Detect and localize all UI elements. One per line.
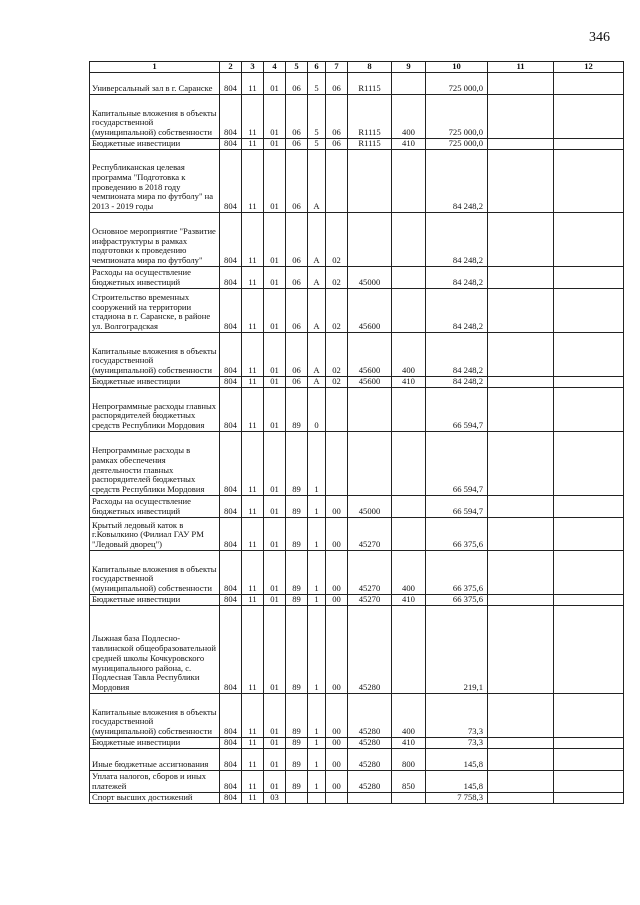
col-11-cell bbox=[488, 594, 554, 605]
col-5-cell: 06 bbox=[286, 94, 308, 138]
col-6-cell: A bbox=[308, 376, 326, 387]
col-7-cell bbox=[326, 792, 348, 803]
col-7-cell: 06 bbox=[326, 138, 348, 149]
col-2-cell: 804 bbox=[220, 288, 242, 332]
row-name-cell: Лыжная база Подлесно-тавлинской общеобразовательной средней школы Кочкуровского муниципального района, с. Подлесная Тавла Республики Мордовия bbox=[90, 605, 220, 693]
row-name-cell: Бюджетные инвестиции bbox=[90, 376, 220, 387]
col-2-cell: 804 bbox=[220, 431, 242, 495]
col-4-cell: 01 bbox=[264, 431, 286, 495]
table-row bbox=[90, 550, 624, 594]
col-11-cell bbox=[488, 737, 554, 748]
col-3-cell: 11 bbox=[242, 693, 264, 737]
col-12-cell bbox=[554, 517, 624, 550]
col-4-cell: 01 bbox=[264, 594, 286, 605]
col-12-cell bbox=[554, 594, 624, 605]
col-4-cell: 01 bbox=[264, 212, 286, 266]
col-7-cell bbox=[326, 431, 348, 495]
col-12-cell bbox=[554, 94, 624, 138]
col-11-cell bbox=[488, 605, 554, 693]
row-name-cell: Расходы на осуществление бюджетных инвестиций bbox=[90, 266, 220, 288]
col-6-cell: 1 bbox=[308, 550, 326, 594]
header-cell: 5 bbox=[286, 62, 308, 73]
col-12-cell bbox=[554, 605, 624, 693]
col-2-cell: 804 bbox=[220, 495, 242, 517]
col-11-cell bbox=[488, 94, 554, 138]
col-9-cell bbox=[392, 288, 426, 332]
col-4-cell: 01 bbox=[264, 266, 286, 288]
col-5-cell: 89 bbox=[286, 550, 308, 594]
table-row bbox=[90, 792, 624, 803]
row-name-cell: Капитальные вложения в объекты государственной (муниципальной) собственности bbox=[90, 550, 220, 594]
col-3-cell: 11 bbox=[242, 792, 264, 803]
col-6-cell bbox=[308, 792, 326, 803]
col-5-cell: 89 bbox=[286, 495, 308, 517]
col-5-cell: 89 bbox=[286, 594, 308, 605]
col-9-cell bbox=[392, 495, 426, 517]
col-6-cell: A bbox=[308, 212, 326, 266]
col-8-cell: 45000 bbox=[348, 495, 392, 517]
col-4-cell: 01 bbox=[264, 94, 286, 138]
col-9-cell: 800 bbox=[392, 748, 426, 770]
col-3-cell: 11 bbox=[242, 737, 264, 748]
col-4-cell: 01 bbox=[264, 693, 286, 737]
col-8-cell bbox=[348, 212, 392, 266]
col-11-cell bbox=[488, 138, 554, 149]
col-3-cell: 11 bbox=[242, 770, 264, 792]
amount-cell: 66 594,7 bbox=[426, 431, 488, 495]
col-5-cell: 06 bbox=[286, 212, 308, 266]
col-4-cell: 01 bbox=[264, 748, 286, 770]
col-6-cell: 1 bbox=[308, 737, 326, 748]
row-name-cell: Бюджетные инвестиции bbox=[90, 138, 220, 149]
col-4-cell: 01 bbox=[264, 149, 286, 212]
col-6-cell: A bbox=[308, 288, 326, 332]
col-4-cell: 01 bbox=[264, 550, 286, 594]
col-5-cell: 89 bbox=[286, 605, 308, 693]
col-2-cell: 804 bbox=[220, 332, 242, 376]
col-3-cell: 11 bbox=[242, 495, 264, 517]
col-11-cell bbox=[488, 792, 554, 803]
table-row bbox=[90, 517, 624, 550]
col-11-cell bbox=[488, 288, 554, 332]
table-row bbox=[90, 748, 624, 770]
col-6-cell: A bbox=[308, 149, 326, 212]
header-cell: 2 bbox=[220, 62, 242, 73]
col-12-cell bbox=[554, 149, 624, 212]
budget-table bbox=[89, 61, 624, 804]
table-row bbox=[90, 594, 624, 605]
col-8-cell bbox=[348, 149, 392, 212]
col-3-cell: 11 bbox=[242, 149, 264, 212]
col-6-cell: 5 bbox=[308, 72, 326, 94]
col-7-cell: 00 bbox=[326, 495, 348, 517]
table-row bbox=[90, 770, 624, 792]
col-5-cell: 89 bbox=[286, 431, 308, 495]
col-7-cell: 00 bbox=[326, 737, 348, 748]
table-row bbox=[90, 693, 624, 737]
col-12-cell bbox=[554, 550, 624, 594]
col-11-cell bbox=[488, 376, 554, 387]
col-3-cell: 11 bbox=[242, 72, 264, 94]
col-3-cell: 11 bbox=[242, 266, 264, 288]
row-name-cell: Республиканская целевая программа "Подготовка к проведению в 2018 году чемпионата мира по футболу" на 2013 - 2019 годы bbox=[90, 149, 220, 212]
header-cell: 3 bbox=[242, 62, 264, 73]
col-9-cell: 410 bbox=[392, 594, 426, 605]
col-4-cell: 01 bbox=[264, 387, 286, 431]
col-9-cell: 410 bbox=[392, 138, 426, 149]
amount-cell: 145,8 bbox=[426, 748, 488, 770]
col-5-cell: 06 bbox=[286, 288, 308, 332]
header-cell: 8 bbox=[348, 62, 392, 73]
col-6-cell: 1 bbox=[308, 605, 326, 693]
col-12-cell bbox=[554, 138, 624, 149]
row-name-cell: Иные бюджетные ассигнования bbox=[90, 748, 220, 770]
col-8-cell: R1115 bbox=[348, 72, 392, 94]
col-3-cell: 11 bbox=[242, 288, 264, 332]
col-12-cell bbox=[554, 212, 624, 266]
col-4-cell: 01 bbox=[264, 72, 286, 94]
col-5-cell: 06 bbox=[286, 138, 308, 149]
col-4-cell: 01 bbox=[264, 332, 286, 376]
amount-cell: 73,3 bbox=[426, 737, 488, 748]
table-row bbox=[90, 266, 624, 288]
col-6-cell: 1 bbox=[308, 431, 326, 495]
col-2-cell: 804 bbox=[220, 693, 242, 737]
col-8-cell: 45600 bbox=[348, 332, 392, 376]
col-12-cell bbox=[554, 770, 624, 792]
col-6-cell: 1 bbox=[308, 748, 326, 770]
col-8-cell: 45280 bbox=[348, 770, 392, 792]
table-row bbox=[90, 138, 624, 149]
col-11-cell bbox=[488, 517, 554, 550]
table-row bbox=[90, 387, 624, 431]
col-5-cell: 06 bbox=[286, 332, 308, 376]
header-cell: 7 bbox=[326, 62, 348, 73]
row-name-cell: Капитальные вложения в объекты государственной (муниципальной) собственности bbox=[90, 94, 220, 138]
col-2-cell: 804 bbox=[220, 748, 242, 770]
col-8-cell bbox=[348, 387, 392, 431]
col-8-cell: 45270 bbox=[348, 517, 392, 550]
col-6-cell: 1 bbox=[308, 594, 326, 605]
col-2-cell: 804 bbox=[220, 594, 242, 605]
col-12-cell bbox=[554, 332, 624, 376]
col-5-cell: 06 bbox=[286, 266, 308, 288]
table-row bbox=[90, 72, 624, 94]
col-2-cell: 804 bbox=[220, 792, 242, 803]
col-7-cell: 00 bbox=[326, 517, 348, 550]
col-11-cell bbox=[488, 550, 554, 594]
amount-cell: 66 594,7 bbox=[426, 495, 488, 517]
col-11-cell bbox=[488, 431, 554, 495]
col-7-cell: 00 bbox=[326, 605, 348, 693]
col-7-cell: 02 bbox=[326, 212, 348, 266]
col-12-cell bbox=[554, 748, 624, 770]
col-3-cell: 11 bbox=[242, 94, 264, 138]
col-2-cell: 804 bbox=[220, 149, 242, 212]
col-2-cell: 804 bbox=[220, 94, 242, 138]
col-3-cell: 11 bbox=[242, 332, 264, 376]
header-cell: 9 bbox=[392, 62, 426, 73]
col-12-cell bbox=[554, 693, 624, 737]
col-9-cell: 410 bbox=[392, 737, 426, 748]
col-11-cell bbox=[488, 693, 554, 737]
col-7-cell: 02 bbox=[326, 332, 348, 376]
col-8-cell: R1115 bbox=[348, 94, 392, 138]
col-2-cell: 804 bbox=[220, 376, 242, 387]
col-4-cell: 01 bbox=[264, 737, 286, 748]
col-8-cell: 45270 bbox=[348, 550, 392, 594]
col-6-cell: 1 bbox=[308, 693, 326, 737]
col-5-cell: 89 bbox=[286, 770, 308, 792]
col-5-cell: 89 bbox=[286, 737, 308, 748]
col-9-cell bbox=[392, 431, 426, 495]
col-2-cell: 804 bbox=[220, 737, 242, 748]
col-7-cell: 00 bbox=[326, 594, 348, 605]
col-8-cell: 45600 bbox=[348, 288, 392, 332]
table-row bbox=[90, 149, 624, 212]
col-4-cell: 01 bbox=[264, 517, 286, 550]
col-9-cell bbox=[392, 517, 426, 550]
row-name-cell: Капитальные вложения в объекты государственной (муниципальной) собственности bbox=[90, 332, 220, 376]
col-8-cell: 45280 bbox=[348, 693, 392, 737]
table-row bbox=[90, 605, 624, 693]
header-cell: 12 bbox=[554, 62, 624, 73]
amount-cell: 66 375,6 bbox=[426, 550, 488, 594]
row-name-cell: Уплата налогов, сборов и иных платежей bbox=[90, 770, 220, 792]
col-9-cell: 400 bbox=[392, 693, 426, 737]
table-row bbox=[90, 94, 624, 138]
amount-cell: 73,3 bbox=[426, 693, 488, 737]
col-8-cell bbox=[348, 431, 392, 495]
col-12-cell bbox=[554, 737, 624, 748]
col-3-cell: 11 bbox=[242, 748, 264, 770]
amount-cell: 66 594,7 bbox=[426, 387, 488, 431]
col-4-cell: 01 bbox=[264, 138, 286, 149]
col-6-cell: 1 bbox=[308, 495, 326, 517]
col-8-cell: 45270 bbox=[348, 594, 392, 605]
col-5-cell: 89 bbox=[286, 517, 308, 550]
col-6-cell: A bbox=[308, 266, 326, 288]
amount-cell: 84 248,2 bbox=[426, 149, 488, 212]
table-row bbox=[90, 495, 624, 517]
col-4-cell: 01 bbox=[264, 605, 286, 693]
amount-cell: 84 248,2 bbox=[426, 288, 488, 332]
col-12-cell bbox=[554, 376, 624, 387]
col-7-cell: 06 bbox=[326, 94, 348, 138]
col-2-cell: 804 bbox=[220, 387, 242, 431]
col-3-cell: 11 bbox=[242, 387, 264, 431]
col-6-cell: A bbox=[308, 332, 326, 376]
col-2-cell: 804 bbox=[220, 212, 242, 266]
col-7-cell: 02 bbox=[326, 266, 348, 288]
amount-cell: 725 000,0 bbox=[426, 94, 488, 138]
header-cell: 1 bbox=[90, 62, 220, 73]
col-5-cell: 06 bbox=[286, 72, 308, 94]
col-5-cell: 89 bbox=[286, 387, 308, 431]
col-4-cell: 01 bbox=[264, 770, 286, 792]
col-8-cell: 45280 bbox=[348, 737, 392, 748]
col-2-cell: 804 bbox=[220, 605, 242, 693]
table-row bbox=[90, 376, 624, 387]
col-2-cell: 804 bbox=[220, 72, 242, 94]
col-9-cell bbox=[392, 792, 426, 803]
row-name-cell: Расходы на осуществление бюджетных инвестиций bbox=[90, 495, 220, 517]
col-2-cell: 804 bbox=[220, 266, 242, 288]
col-4-cell: 03 bbox=[264, 792, 286, 803]
col-12-cell bbox=[554, 792, 624, 803]
row-name-cell: Бюджетные инвестиции bbox=[90, 737, 220, 748]
col-5-cell bbox=[286, 792, 308, 803]
col-11-cell bbox=[488, 495, 554, 517]
row-name-cell: Непрограммные расходы в рамках обеспечения деятельности главных распорядителей бюджетных средств Республики Мордовия bbox=[90, 431, 220, 495]
table-row bbox=[90, 332, 624, 376]
col-8-cell: 45280 bbox=[348, 605, 392, 693]
row-name-cell: Основное мероприятие "Развитие инфраструктуры в рамках подготовки к проведению чемпионата мира по футболу" bbox=[90, 212, 220, 266]
amount-cell: 219,1 bbox=[426, 605, 488, 693]
col-2-cell: 804 bbox=[220, 517, 242, 550]
col-9-cell: 400 bbox=[392, 94, 426, 138]
col-11-cell bbox=[488, 266, 554, 288]
table-header-row bbox=[90, 62, 624, 73]
col-9-cell bbox=[392, 72, 426, 94]
table-row bbox=[90, 737, 624, 748]
col-3-cell: 11 bbox=[242, 517, 264, 550]
row-name-cell: Непрограммные расходы главных распорядителей бюджетных средств Республики Мордовия bbox=[90, 387, 220, 431]
table-row bbox=[90, 212, 624, 266]
col-5-cell: 06 bbox=[286, 376, 308, 387]
col-4-cell: 01 bbox=[264, 376, 286, 387]
header-cell: 6 bbox=[308, 62, 326, 73]
col-3-cell: 11 bbox=[242, 550, 264, 594]
header-cell: 10 bbox=[426, 62, 488, 73]
col-5-cell: 89 bbox=[286, 693, 308, 737]
col-12-cell bbox=[554, 387, 624, 431]
row-name-cell: Строительство временных сооружений на территории стадиона в г. Саранске, в районе ул. Волгоградская bbox=[90, 288, 220, 332]
col-7-cell: 00 bbox=[326, 770, 348, 792]
col-8-cell: R1115 bbox=[348, 138, 392, 149]
col-11-cell bbox=[488, 72, 554, 94]
col-7-cell: 00 bbox=[326, 693, 348, 737]
col-9-cell bbox=[392, 605, 426, 693]
col-4-cell: 01 bbox=[264, 495, 286, 517]
col-2-cell: 804 bbox=[220, 138, 242, 149]
amount-cell: 84 248,2 bbox=[426, 212, 488, 266]
col-12-cell bbox=[554, 431, 624, 495]
col-12-cell bbox=[554, 495, 624, 517]
col-3-cell: 11 bbox=[242, 605, 264, 693]
row-name-cell: Крытый ледовый каток в г.Ковылкино (Филиал ГАУ РМ "Ледовый дворец") bbox=[90, 517, 220, 550]
col-7-cell: 02 bbox=[326, 288, 348, 332]
table-row bbox=[90, 288, 624, 332]
col-12-cell bbox=[554, 72, 624, 94]
col-11-cell bbox=[488, 387, 554, 431]
col-5-cell: 89 bbox=[286, 748, 308, 770]
col-9-cell bbox=[392, 266, 426, 288]
col-2-cell: 804 bbox=[220, 550, 242, 594]
col-4-cell: 01 bbox=[264, 288, 286, 332]
col-9-cell bbox=[392, 212, 426, 266]
col-9-cell: 400 bbox=[392, 332, 426, 376]
col-9-cell bbox=[392, 387, 426, 431]
amount-cell: 84 248,2 bbox=[426, 376, 488, 387]
col-5-cell: 06 bbox=[286, 149, 308, 212]
col-7-cell: 00 bbox=[326, 748, 348, 770]
col-8-cell bbox=[348, 792, 392, 803]
amount-cell: 725 000,0 bbox=[426, 72, 488, 94]
amount-cell: 725 000,0 bbox=[426, 138, 488, 149]
col-9-cell: 850 bbox=[392, 770, 426, 792]
col-3-cell: 11 bbox=[242, 138, 264, 149]
col-9-cell: 410 bbox=[392, 376, 426, 387]
col-8-cell: 45600 bbox=[348, 376, 392, 387]
col-3-cell: 11 bbox=[242, 376, 264, 387]
col-11-cell bbox=[488, 212, 554, 266]
page-number: 346 bbox=[589, 30, 610, 45]
col-11-cell bbox=[488, 748, 554, 770]
col-7-cell: 06 bbox=[326, 72, 348, 94]
col-3-cell: 11 bbox=[242, 594, 264, 605]
col-12-cell bbox=[554, 288, 624, 332]
amount-cell: 7 758,3 bbox=[426, 792, 488, 803]
amount-cell: 66 375,6 bbox=[426, 594, 488, 605]
amount-cell: 84 248,2 bbox=[426, 266, 488, 288]
amount-cell: 145,8 bbox=[426, 770, 488, 792]
col-12-cell bbox=[554, 266, 624, 288]
header-cell: 4 bbox=[264, 62, 286, 73]
row-name-cell: Капитальные вложения в объекты государственной (муниципальной) собственности bbox=[90, 693, 220, 737]
row-name-cell: Спорт высших достижений bbox=[90, 792, 220, 803]
col-6-cell: 1 bbox=[308, 770, 326, 792]
col-8-cell: 45280 bbox=[348, 748, 392, 770]
col-11-cell bbox=[488, 149, 554, 212]
amount-cell: 66 375,6 bbox=[426, 517, 488, 550]
col-6-cell: 5 bbox=[308, 94, 326, 138]
col-6-cell: 1 bbox=[308, 517, 326, 550]
col-7-cell: 02 bbox=[326, 376, 348, 387]
col-7-cell bbox=[326, 149, 348, 212]
col-3-cell: 11 bbox=[242, 431, 264, 495]
row-name-cell: Бюджетные инвестиции bbox=[90, 594, 220, 605]
col-6-cell: 0 bbox=[308, 387, 326, 431]
table-row bbox=[90, 431, 624, 495]
col-7-cell bbox=[326, 387, 348, 431]
col-3-cell: 11 bbox=[242, 212, 264, 266]
col-11-cell bbox=[488, 770, 554, 792]
col-11-cell bbox=[488, 332, 554, 376]
col-2-cell: 804 bbox=[220, 770, 242, 792]
row-name-cell: Универсальный зал в г. Саранске bbox=[90, 72, 220, 94]
col-6-cell: 5 bbox=[308, 138, 326, 149]
col-9-cell: 400 bbox=[392, 550, 426, 594]
col-7-cell: 00 bbox=[326, 550, 348, 594]
header-cell: 11 bbox=[488, 62, 554, 73]
col-8-cell: 45000 bbox=[348, 266, 392, 288]
col-9-cell bbox=[392, 149, 426, 212]
amount-cell: 84 248,2 bbox=[426, 332, 488, 376]
